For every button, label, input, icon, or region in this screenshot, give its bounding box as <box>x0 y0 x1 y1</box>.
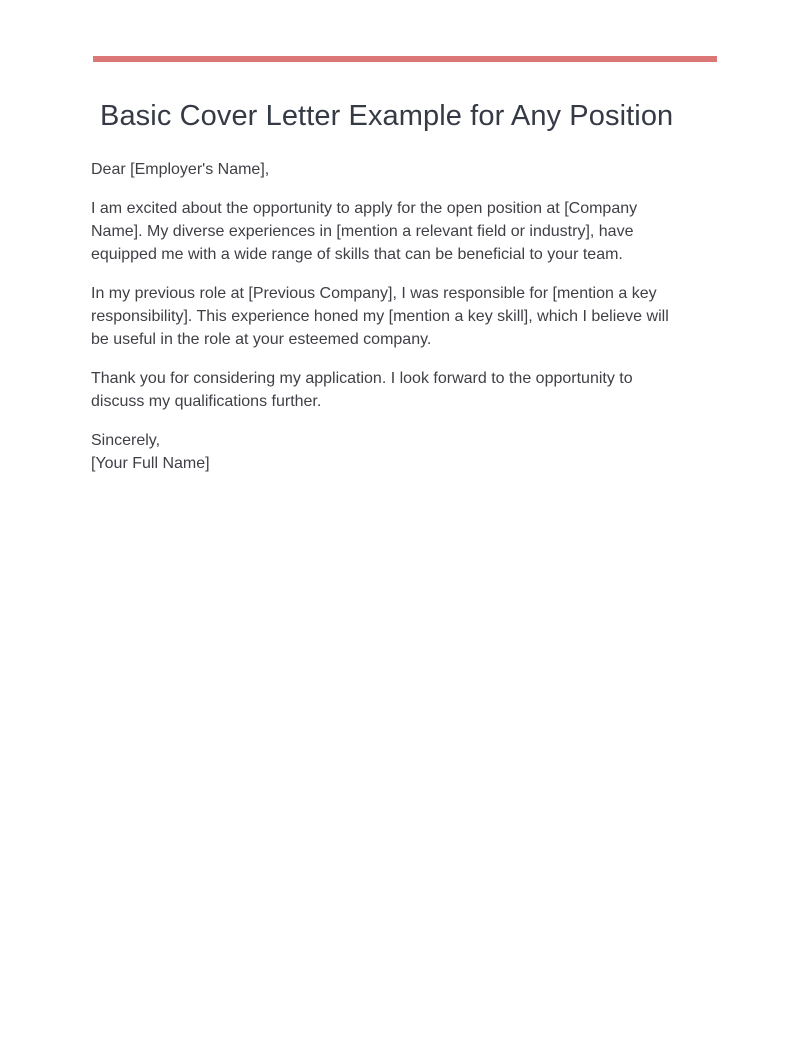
page-title: Basic Cover Letter Example for Any Position <box>100 100 674 132</box>
salutation: Dear [Employer's Name], <box>91 161 270 178</box>
closing-phrase: Sincerely, <box>91 432 161 449</box>
signoff <box>91 429 681 475</box>
body-paragraph-closing: Thank you for considering my application. I look forward to the opportunity to discuss my qualifications further. <box>91 370 633 410</box>
body-paragraph-intro: I am excited about the opportunity to apply for the open position at [Company Name]. My diverse experiences in [mention a relevant field or industry], have equipped me with a wide range of skills that can be beneficial to your team. <box>91 200 638 263</box>
title-accent-bar <box>93 56 717 62</box>
letter-body <box>91 158 681 491</box>
signature-name: [Your Full Name] <box>91 455 210 472</box>
body-paragraph-experience: In my previous role at [Previous Company], I was responsible for [mention a key responsibility]. This experience honed my [mention a key skill], which I believe will be useful in the role at your esteemed company. <box>91 285 669 348</box>
